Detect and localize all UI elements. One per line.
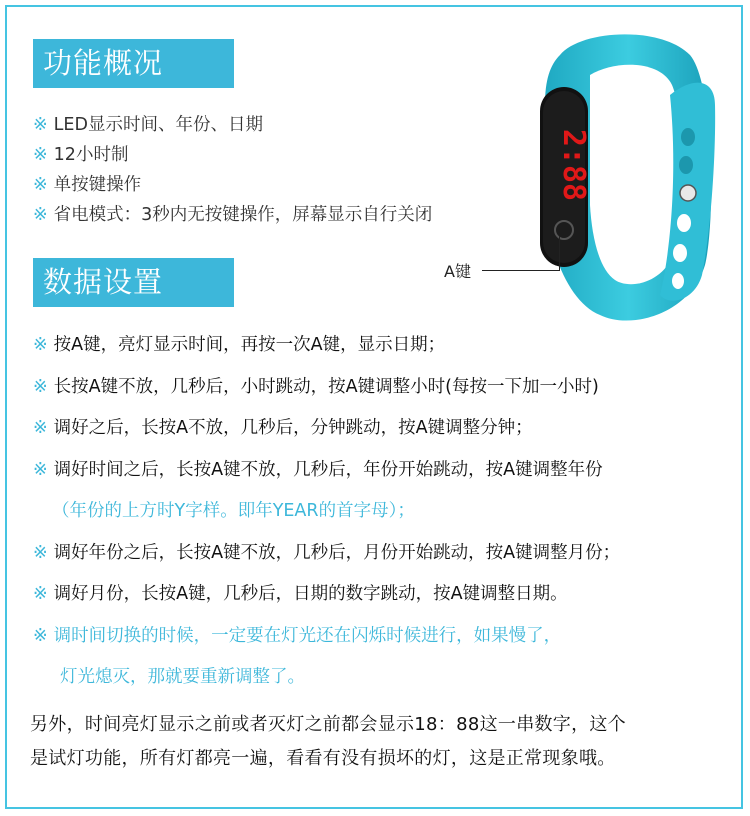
watch-band-image: [520, 25, 725, 335]
led-display: 2:88: [556, 128, 591, 202]
a-key-leader-line-vertical: [559, 236, 560, 271]
feature-item: ※ LED显示时间、年份、日期: [33, 115, 263, 135]
bullet-mark-icon: ※: [33, 115, 48, 135]
bullet-mark-icon: ※: [33, 145, 48, 165]
bullet-mark-icon: ※: [33, 335, 48, 355]
setting-item: ※ 调好年份之后，长按A键不放，几秒后，月份开始跳动，按A键调整月份；: [33, 543, 621, 563]
a-key-leader-line: [482, 270, 560, 271]
setting-item: ※ 调好时间之后，长按A键不放，几秒后，年份开始跳动，按A键调整年份: [33, 460, 603, 480]
bullet-mark-icon: ※: [33, 418, 48, 438]
feature-item: ※ 单按键操作: [33, 175, 142, 195]
a-key-label: A键: [444, 262, 471, 281]
settings-heading: 数据设置: [33, 258, 234, 307]
setting-item: ※ 调好之后，长按A不放，几秒后，分钟跳动，按A键调整分钟；: [33, 418, 533, 438]
setting-item: ※ 调好月份，长按A键，几秒后，日期的数字跳动，按A键调整日期。: [33, 584, 568, 604]
setting-item: ※ 按A键，亮灯显示时间，再按一次A键，显示日期；: [33, 335, 446, 355]
year-note: （年份的上方时Y字样。即年YEAR的首字母）；: [52, 501, 415, 521]
footer-note-line: 另外，时间亮灯显示之前或者灭灯之前都会显示18：88这一串数字，这个: [30, 714, 627, 735]
setting-item: ※ 长按A键不放，几秒后，小时跳动，按A键调整小时(每按一下加一小时): [33, 377, 599, 397]
warning-line: ※ 调时间切换的时候，一定要在灯光还在闪烁时候进行，如果慢了，: [33, 626, 562, 646]
features-heading: 功能概况: [33, 39, 234, 88]
bullet-mark-icon: ※: [33, 175, 48, 195]
bullet-mark-icon: ※: [33, 205, 48, 225]
bullet-mark-icon: ※: [33, 460, 48, 480]
bullet-mark-icon: ※: [33, 626, 48, 646]
feature-item: ※ 12小时制: [33, 145, 129, 165]
footer-note-line: 是试灯功能，所有灯都亮一遍，看看有没有损坏的灯，这是正常现象哦。: [30, 748, 616, 769]
bullet-mark-icon: ※: [33, 584, 48, 604]
bullet-mark-icon: ※: [33, 543, 48, 563]
warning-line-continued: 灯光熄灭，那就要重新调整了。: [60, 667, 305, 687]
feature-item: ※ 省电模式：3秒内无按键操作，屏幕显示自行关闭: [33, 205, 433, 225]
bullet-mark-icon: ※: [33, 377, 48, 397]
